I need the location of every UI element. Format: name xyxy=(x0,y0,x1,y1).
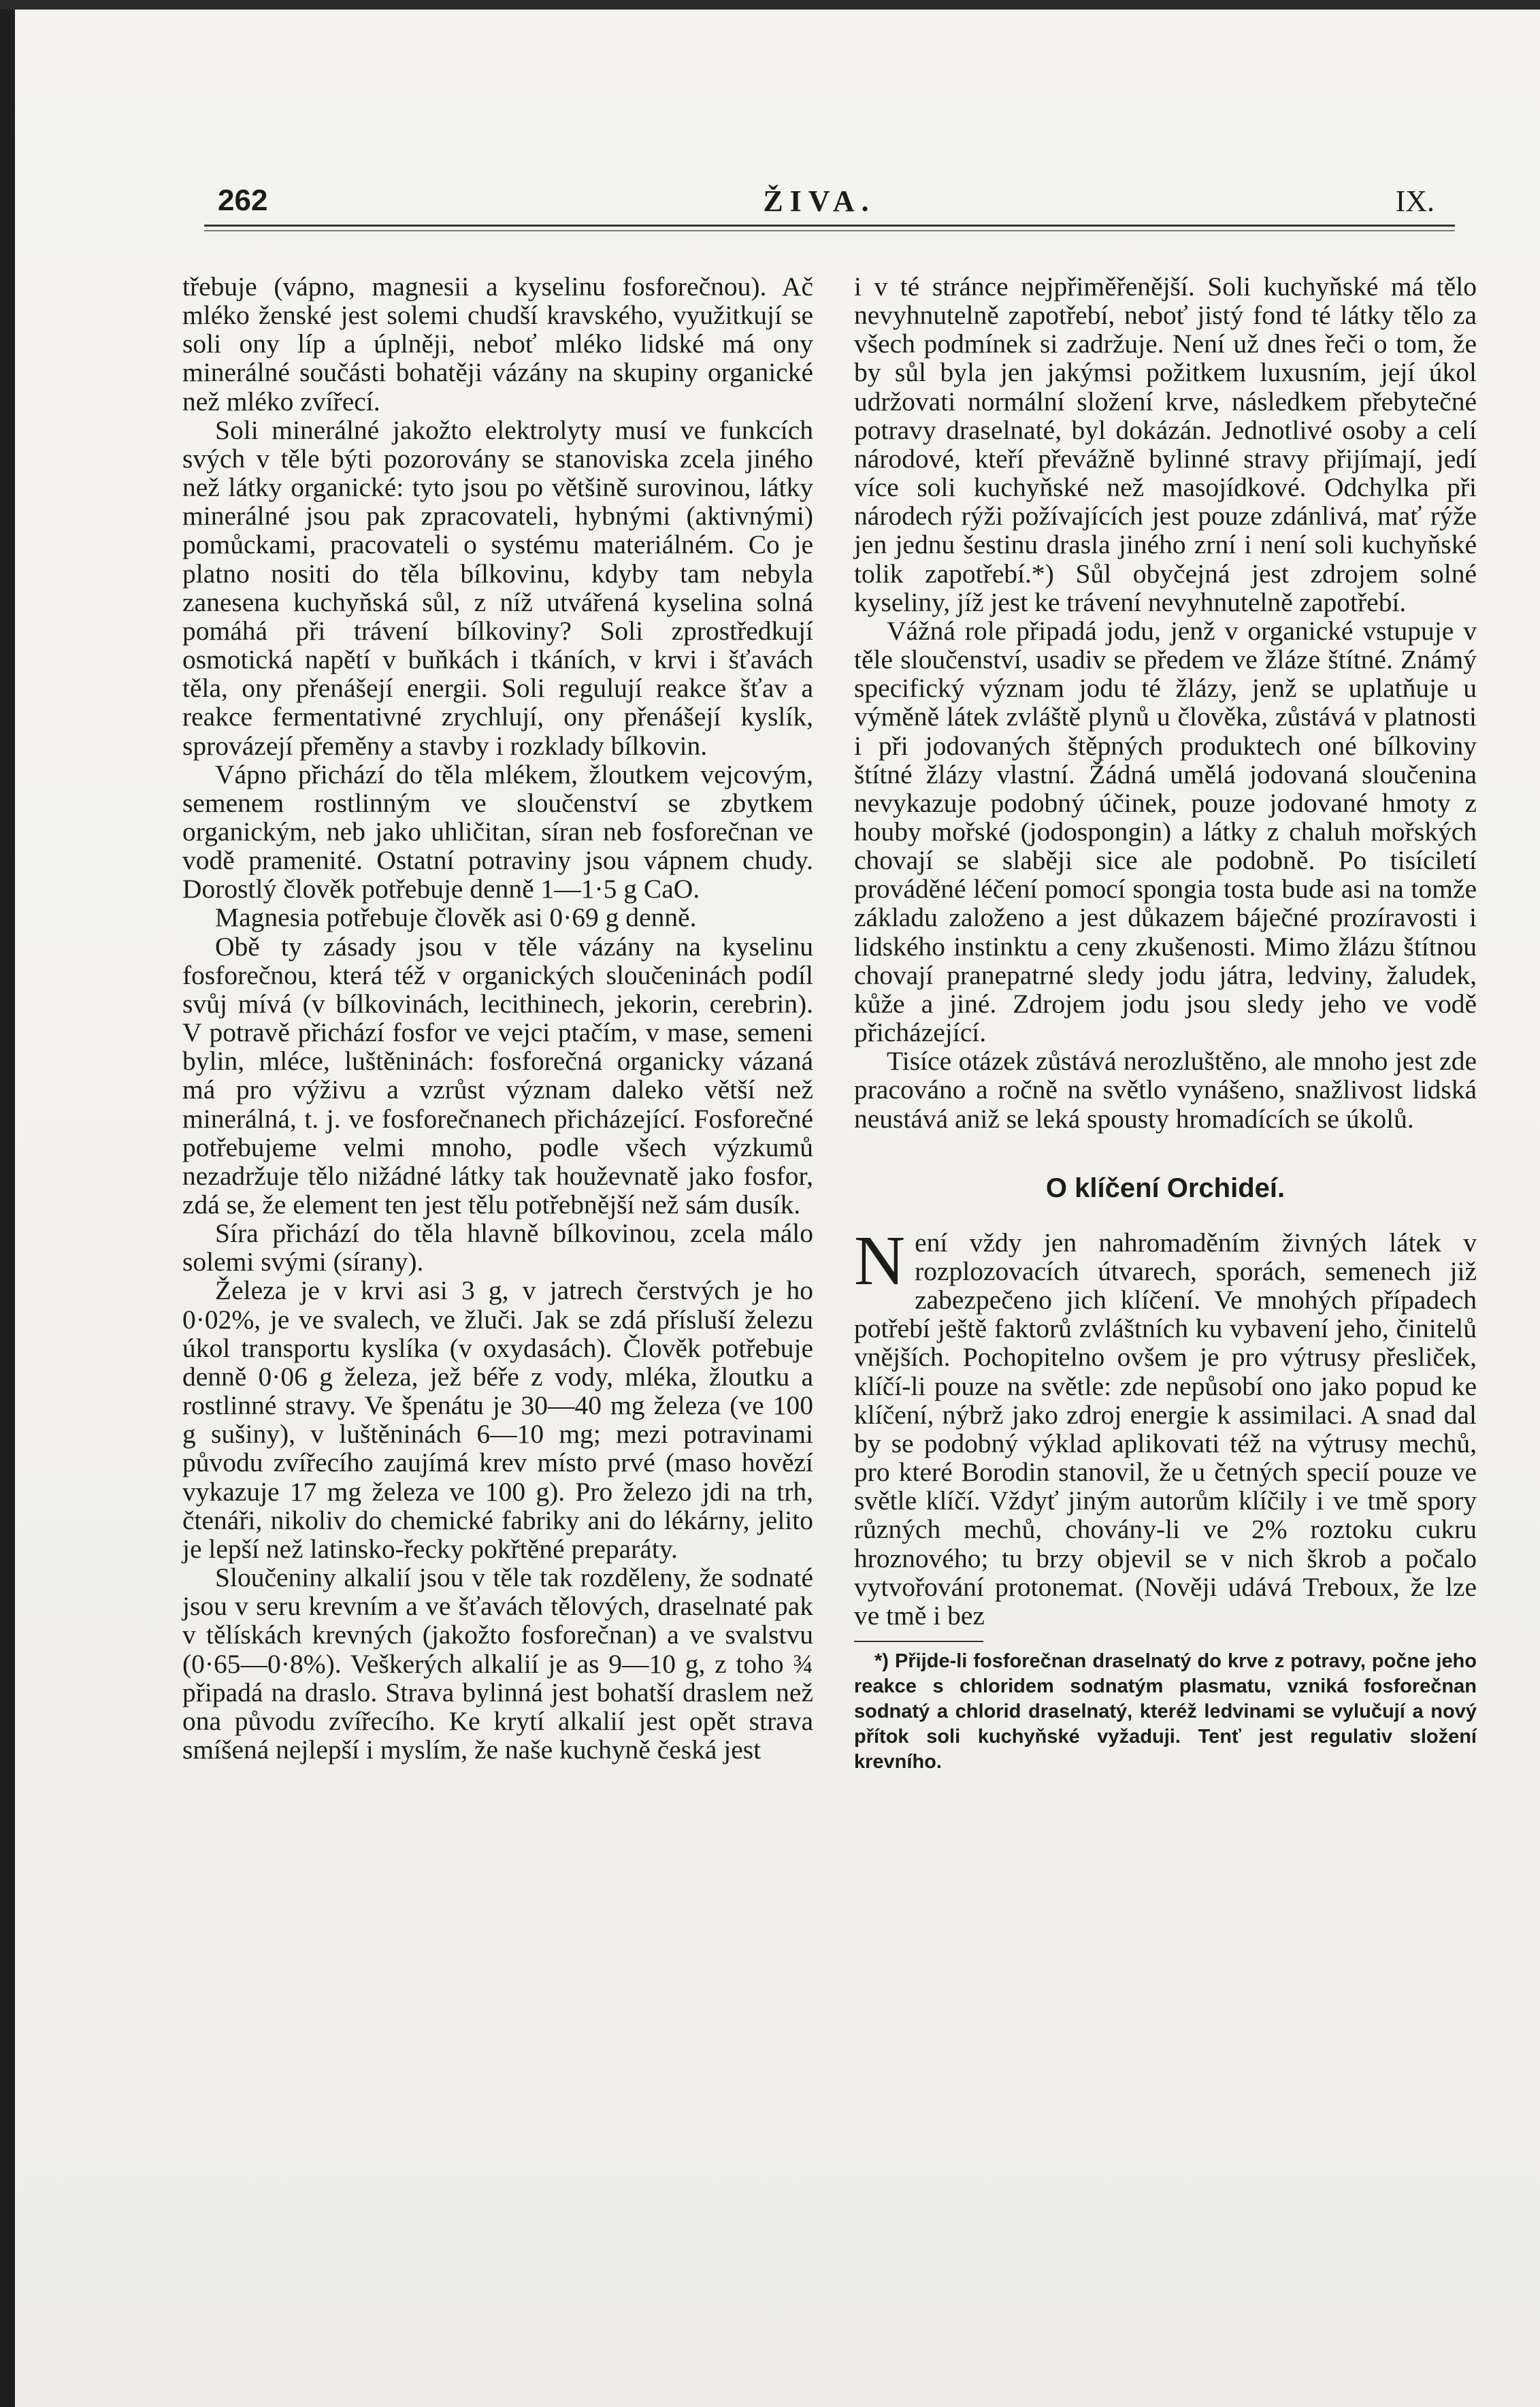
journal-title: ŽIVA. xyxy=(763,184,876,218)
paragraph: Železa je v krvi asi 3 g, v jatrech čerstvých je ho 0·02%, je ve svalech, ve žluči. Jak se zdá přísluší železu úkol transportu kyslíka (v oxydasách). Člověk potřebuje denně 0·06 g železa, jež béře z vody, mléka, žloutku a rostlinné stravy. Ve špenátu je 30—40 mg železa (ve 100 g sušiny), v luštěninách 6—10 mg; mezi potravinami původu zvířecího zaujímá krev místo prvé (maso hovězí vykazuje 17 mg železa ve 100 g). Pro železo jdi na trh, čtenáři, nikoliv do chemické fabriky ani do lékárny, jelito je lepší než latinsko-řecky pokřtěné preparáty. xyxy=(182,1275,813,1564)
paragraph: Síra přichází do těla hlavně bílkovinou, zcela málo solemi svými (sírany). xyxy=(182,1218,813,1277)
paragraph-text: ení vždy jen nahromaděním živných látek v rozplozovacích útvarech, sporách, semenech již zabezpečeno jich klíčení. Ve mnohých případech potřebí ještě faktorů zvláštních ku vybavení jeho, činitelů vnějších. Pochopitelno ovšem je pro výtrusy přesliček, klíčí-li pouze na světle: zde nepůsobí ono jako popud ke klíčení, nýbrž jako zdroj energie k assimilaci. A snad dal by se podobný výklad aplikovati též na výtrusy mechů, pro které Borodin stanovil, že u četných specií pouze ve světle klíčí. Vždyť jiným autorům klíčily i ve tmě spory různých mechů, chovány-li ve 2% roztoku cukru hroznového; tu brzy objevil se v nich škrob a počalo vytvořování protonemat. (Nověji udává Treboux, že lze ve tmě i bez xyxy=(854,1227,1477,1631)
page-header xyxy=(204,184,1435,222)
paragraph: Sloučeniny alkalií jsou v těle tak rozděleny, že sodnaté jsou v seru krevním a ve šťavách tělových, draselnaté pak v tělískách krevných (jakožto fosforečnan) a ve svalstvu (0·65—0·8%). Veškerých alkalií je as 9—10 g, z toho ¾ připadá na draslo. Strava bylinná jest bohatší draslem než ona původu zvířecího. Ke krytí alkalií jest opět strava smíšená nejlepší i myslím, že naše kuchyně česká jest xyxy=(182,1562,813,1765)
paragraph: Tisíce otázek zůstává nerozluštěno, ale mnoho jest zde pracováno a ročně na světlo vynášeno, snažlivost lidská neustává aniž se leká spousty hromadících se úkolů. xyxy=(854,1046,1477,1134)
section-first-paragraph xyxy=(854,1221,1477,1631)
footnote-rule xyxy=(854,1641,983,1642)
paragraph: Magnesia potřebuje člověk asi 0·69 g denně. xyxy=(215,902,697,933)
scan-edge-left xyxy=(0,0,15,2407)
paragraph: Obě ty zásady jsou v těle vázány na kyselinu fosforečnou, která též v organických sloučeninách podíl svůj mívá (v bílkovinách, lecithinech, jekorin, cerebrin). V potravě přichází fosfor ve vejci ptačím, v mase, semeni bylin, mléce, luštěninách: fosforečná organicky vázaná má pro výživu a vzrůst význam daleko větší než minerálná, t. j. ve fosforečnanech přicházející. Fosforečné potřebujeme velmi mnoho, podle všech výzkumů nezadržuje tělo nižádné látky tak houževnatě jako fosfor, zdá se, že element ten jest tělu potřebnější než sám dusík. xyxy=(182,931,813,1219)
paragraph: Soli minerálné jakožto elektrolyty musí ve funkcích svých v těle býti pozorovány se stanoviska zcela jiného než látky organické: tyto jsou po většině surovinou, látky minerálné jsou pak zpracovateli, hybnými (aktivnými) pomůckami, pracovateli o systému materiálném. Co je platno nositi do těla bílkovinu, kdyby tam nebyla zanesena kuchyňská sůl, z níž utvářená kyselina solná pomáhá při trávení bílkoviny? Soli zprostředkují osmotická napětí v buňkách i tkáních, v krvi i šťavách těla, ony přenášejí energii. Soli regulují reakce šťav a reakce fermentativné zrychlují, ony přenášejí kyslík, sprovázejí přeměny a stavby i rozklady bílkovin. xyxy=(182,414,813,761)
volume-number: IX. xyxy=(1395,184,1435,218)
paragraph: Vážná role připadá jodu, jenž v organické vstupuje v těle sloučenství, usadiv se předem ve žláze štítné. Známý specifický význam jodu té žlázy, jenž se uplatňuje u výměně látek zvláště plynů u člověka, zůstává v platnosti i při jodovaných štěpných produktech oné bílkoviny štítné žlázy vlastní. Žádná umělá jodovaná sloučenina nevykazuje podobný účinek, pouze jodované hmoty z houby mořské (jodospongin) a látky z chaluh mořských chovají se slaběji sice ale podobně. Po tisíciletí prováděné léčení pomocí spongia tosta bude asi na tomže základu založeno a jest důkazem báječné prozíravosti i lidského instinktu a ceny zkušenosti. Mimo žlázu štítnou chovají pranepatrné sledy jodu játra, ledviny, žaludek, kůže a jiné. Zdrojem jodu jsou sledy jeho ve vodě přicházející. xyxy=(854,615,1477,1048)
paragraph: třebuje (vápno, magnesii a kyselinu fosforečnou). Ač mléko ženské jest solemi chudší kravského, využitkují se soli ony líp a úplněji, neboť mléko lidské má ony minerálné součásti bohatěji vázány na skupiny organické než mléko zvířecí. xyxy=(182,272,813,416)
drop-cap: N xyxy=(854,1221,906,1300)
footnote: *) Přijde-li fosforečnan draselnatý do krve z potravy, počne jeho reakce s chloridem sodnatým plasmatu, vzniká fosforečnan sodnatý a chlorid draselnatý, kteréž ledvinami se vylučují a nový přítok soli kuchyňské vyžaduji. Tenť jest regulativ složení krevního. xyxy=(854,1650,1477,1773)
paragraph: i v té stránce nejpřiměřenější. Soli kuchyňské má tělo nevyhnutelně zapotřebí, neboť jistý fond té látky tělo za všech podmínek si zadržuje. Není už dnes řeči o tom, že by sůl byla jen jakýmsi požitkem luxusním, její úkol udržovati normální složení krve, následkem přebytečné potravy draselnaté, byl dokázán. Jednotlivé osoby a celí národové, kteří převážně bylinné stravy přijímají, jedí více soli kuchyňské než masojídkové. Odchylka při národech rýži požívajících jest pouze zdánlivá, mať rýže jen jednu šestinu drasla jiného zrní i není soli kuchyňské tolik zapotřebí.*) Sůl obyčejná jest zdrojem solné kyseliny, jíž jest ke trávení nevyhnutelně zapotřebí. xyxy=(854,272,1477,617)
left-column xyxy=(182,272,813,1764)
right-column xyxy=(854,272,1477,1775)
paragraph: Vápno přichází do těla mlékem, žloutkem vejcovým, semenem rostlinným ve sloučenství se zbytkem organickým, neb jako uhličitan, síran neb fosforečnan ve vodě pramenité. Ostatní potraviny jsou vápnem chudy. Dorostlý člověk potřebuje denně 1—1·5 g CaO. xyxy=(182,759,813,904)
header-rule xyxy=(204,225,1455,231)
scan-edge-top xyxy=(0,0,1540,10)
section-heading: O klíčení Orchideí. xyxy=(1045,1173,1285,1203)
page-number: 262 xyxy=(218,184,268,217)
